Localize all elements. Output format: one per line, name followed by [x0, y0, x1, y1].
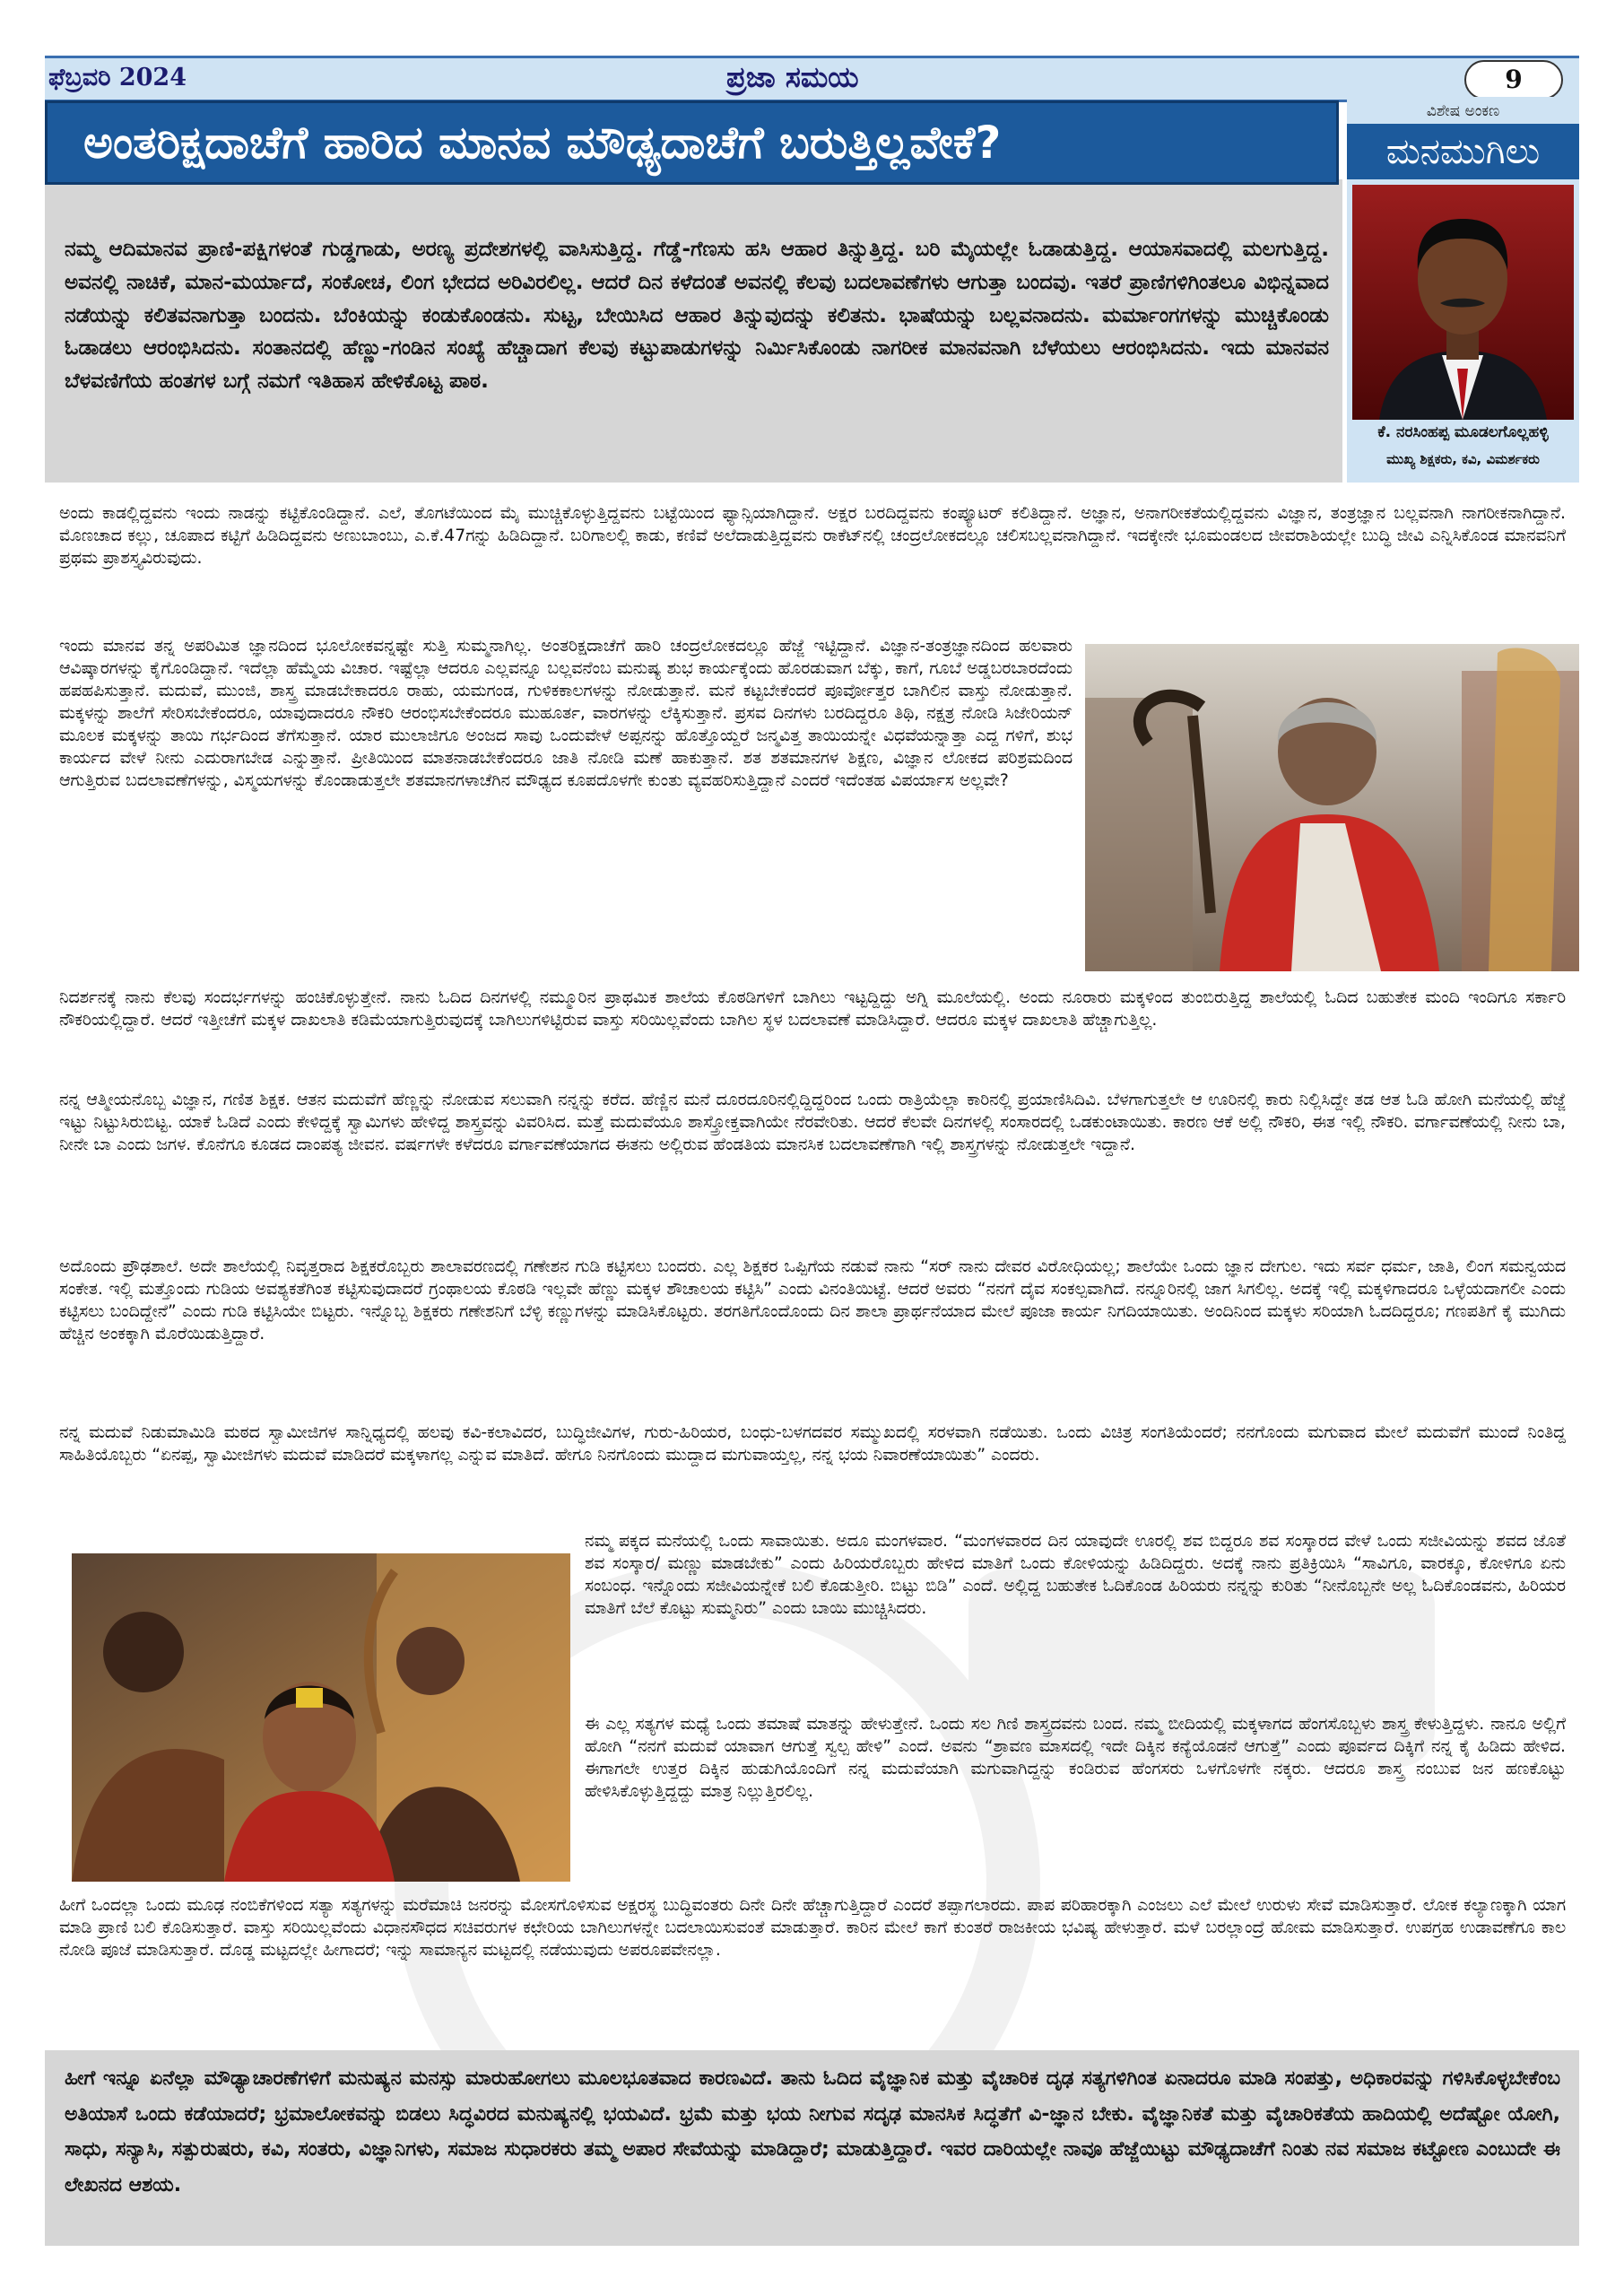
conclusion-box: [45, 2050, 1579, 2246]
column-name: ಮನಮುಗಿಲು: [1347, 124, 1579, 179]
devotee-woman-image: [1085, 644, 1579, 971]
body-paragraph-6: ನನ್ನ ಮದುವೆ ನಿಡುಮಾಮಿಡಿ ಮಠದ ಸ್ವಾಮೀಜಿಗಳ ಸಾನ್ನಿಧ್ಯದಲ್ಲಿ ಹಲವು ಕವಿ-ಕಲಾವಿದರ, ಬುದ್ಧಿಜೀವಿಗಳ, ಗುರು-ಹಿರಿಯರ, ಬಂಧು-ಬಳಗದವರ ಸಮ್ಮುಖದಲ್ಲಿ ಸರಳವಾಗಿ ನಡೆಯಿತು. ಒಂದು ವಿಚಿತ್ರ ಸಂಗತಿಯೆಂದರೆ; ನನಗೊಂದು ಮಗುವಾದ ಮೇಲೆ ಮದುವೆಗೆ ಮುಂದೆ ನಿಂತಿದ್ದ ಸಾಹಿತಿಯೊಬ್ಬರು “ಏನಪ್ಪ, ಸ್ವಾಮೀಜಿಗಳು ಮದುವೆ ಮಾಡಿದರೆ ಮಕ್ಕಳಾಗಲ್ಲ ಎನ್ನುವ ಮಾತಿದೆ. ಹೇಗೂ ನಿನಗೊಂದು ಮುದ್ದಾದ ಮಗುವಾಯ್ತಲ್ಲ, ನನ್ನ ಭಯ ನಿವಾರಣೆಯಾಯಿತು” ಎಂದರು.: [59, 1423, 1566, 1465]
issue-date: ಫೆಬ್ರವರಿ 2024: [48, 64, 187, 91]
conclusion-text: ಹೀಗೆ ಇನ್ನೂ ಏನೆಲ್ಲಾ ಮೌಢ್ಯಾಚಾರಣೆಗಳಿಗೆ ಮನುಷ್ಯನ ಮನಸ್ಸು ಮಾರುಹೋಗಲು ಮೂಲಭೂತವಾದ ಕಾರಣವಿದೆ. ತಾನು ಓದಿದ ವೈಜ್ಞಾನಿಕ ಮತ್ತು ವೈಚಾರಿಕ ದೃಢ ಸತ್ಯಗಳಿಗಿಂತ ಏನಾದರೂ ಮಾಡಿ ಸಂಪತ್ತು, ಅಧಿಕಾರವನ್ನು ಗಳಿಸಿಕೊಳ್ಳಬೇಕೆಂಬ ಅತಿಯಾಸೆ ಒಂದು ಕಡೆಯಾದರೆ; ಭ್ರಮಾಲೋಕವನ್ನು ಬಿಡಲು ಸಿದ್ಧವಿರದ ಮನುಷ್ಯನಲ್ಲಿ ಭಯವಿದೆ. ಭ್ರಮೆ ಮತ್ತು ಭಯ ನೀಗುವ ಸದೃಢ ಮಾನಸಿಕ ಸಿದ್ಧತೆಗೆ ವಿ-ಜ್ಞಾನ ಬೇಕು. ವೈಜ್ಞಾನಿಕತೆ ಮತ್ತು ವೈಚಾರಿಕತೆಯ ಹಾದಿಯಲ್ಲಿ ಅದೆಷ್ಟೋ ಯೋಗಿ, ಸಾಧು, ಸನ್ಯಾಸಿ, ಸತ್ಪುರುಷರು, ಕವಿ, ಸಂತರು, ವಿಜ್ಞಾನಿಗಳು, ಸಮಾಜ ಸುಧಾರಕರು ತಮ್ಮ ಅಪಾರ ಸೇವೆಯನ್ನು ಮಾಡಿದ್ದಾರೆ; ಮಾಡುತ್ತಿದ್ದಾರೆ. ಇವರ ದಾರಿಯಲ್ಲೇ ನಾವೂ ಹೆಜ್ಜೆಯಿಟ್ಟು ಮೌಢ್ಯದಾಚೆಗೆ ನಿಂತು ನವ ಸಮಾಜ ಕಟ್ಟೋಣ ಎಂಬುದೇ ಈ ಲೇಖನದ ಆಶಯ.: [65, 2067, 1560, 2196]
page-number: 9: [1464, 60, 1563, 100]
body-paragraph-5: ಅದೊಂದು ಪ್ರೌಢಶಾಲೆ. ಅದೇ ಶಾಲೆಯಲ್ಲಿ ನಿವೃತ್ತರಾದ ಶಿಕ್ಷಕರೊಬ್ಬರು ಶಾಲಾವರಣದಲ್ಲಿ ಗಣೇಶನ ಗುಡಿ ಕಟ್ಟಿಸಲು ಬಂದರು. ಎಲ್ಲ ಶಿಕ್ಷಕರ ಒಪ್ಪಿಗೆಯ ನಡುವೆ ನಾನು “ಸರ್ ನಾನು ದೇವರ ವಿರೋಧಿಯಲ್ಲ; ಶಾಲೆಯೇ ಒಂದು ಜ್ಞಾನ ದೇಗುಲ. ಇದು ಸರ್ವ ಧರ್ಮ, ಜಾತಿ, ಲಿಂಗ ಸಮನ್ವಯದ ಸಂಕೇತ. ಇಲ್ಲಿ ಮತ್ತೊಂದು ಗುಡಿಯ ಅವಶ್ಯಕತೆಗಿಂತ ಕಟ್ಟಿಸುವುದಾದರೆ ಗ್ರಂಥಾಲಯ ಕೊಠಡಿ ಇಲ್ಲವೇ ಹೆಣ್ಣು ಮಕ್ಕಳ ಶೌಚಾಲಯ ಕಟ್ಟಿಸಿ” ಎಂದು ವಿನಂತಿಯಿಟ್ಟೆ. ಆದರೆ ಅವರು “ನನಗೆ ದೈವ ಸಂಕಲ್ಪವಾಗಿದೆ. ನನ್ನೂರಿನಲ್ಲಿ ಜಾಗ ಸಿಗಲಿಲ್ಲ. ಅದಕ್ಕೆ ಇಲ್ಲಿ ಮಕ್ಕಳಿಗಾದರೂ ಒಳ್ಳೆಯದಾಗಲೀ ಎಂದು ಕಟ್ಟಿಸಲು ಬಂದಿದ್ದೇನೆ” ಎಂದು ಗುಡಿ ಕಟ್ಟಿಸಿಯೇ ಬಿಟ್ಟರು. ಇನ್ನೊಬ್ಬ ಶಿಕ್ಷಕರು ಗಣೇಶನಿಗೆ ಬೆಳ್ಳಿ ಕಣ್ಣುಗಳನ್ನು ಮಾಡಿಸಿಕೊಟ್ಟರು. ತರಗತಿಗೊಂದೊಂದು ದಿನ ಶಾಲಾ ಪ್ರಾರ್ಥನೆಯಾದ ಮೇಲೆ ಪೂಜಾ ಕಾರ್ಯ ನಿಗದಿಯಾಯಿತು. ಅಂದಿನಿಂದ ಮಕ್ಕಳು ಸರಿಯಾಗಿ ಓದದಿದ್ದರೂ; ಗಣಪತಿಗೆ ಕೈ ಮುಗಿದು ಹೆಚ್ಚಿನ ಅಂಕಕ್ಕಾಗಿ ಮೊರೆಯಿಡುತ್ತಿದ್ದಾರೆ.: [59, 1257, 1566, 1344]
intro-text: ನಮ್ಮ ಆದಿಮಾನವ ಪ್ರಾಣಿ-ಪಕ್ಷಿಗಳಂತೆ ಗುಡ್ಡಗಾಡು, ಅರಣ್ಯ ಪ್ರದೇಶಗಳಲ್ಲಿ ವಾಸಿಸುತ್ತಿದ್ದ. ಗೆಡ್ಡೆ-ಗೆಣಸು ಹಸಿ ಆಹಾರ ತಿನ್ನುತ್ತಿದ್ದ. ಬರಿ ಮೈಯಲ್ಲೇ ಓಡಾಡುತ್ತಿದ್ದ. ಆಯಾಸವಾದಲ್ಲಿ ಮಲಗುತ್ತಿದ್ದ. ಅವನಲ್ಲಿ ನಾಚಿಕೆ, ಮಾನ-ಮರ್ಯಾದೆ, ಸಂಕೋಚ, ಲಿಂಗ ಭೇದದ ಅರಿವಿರಲಿಲ್ಲ. ಆದರೆ ದಿನ ಕಳೆದಂತೆ ಅವನಲ್ಲಿ ಕೆಲವು ಬದಲಾವಣೆಗಳು ಆಗುತ್ತಾ ಬಂದವು. ಇತರೆ ಪ್ರಾಣಿಗಳಿಗಿಂತಲೂ ವಿಭಿನ್ನವಾದ ನಡೆಯನ್ನು ಕಲಿತವನಾಗುತ್ತಾ ಬಂದನು. ಬೆಂಕಿಯನ್ನು ಕಂಡುಕೊಂಡನು. ಸುಟ್ಟ, ಬೇಯಿಸಿದ ಆಹಾರ ತಿನ್ನುವುದನ್ನು ಕಲಿತನು. ಭಾಷೆಯನ್ನು ಬಲ್ಲವನಾದನು. ಮರ್ಮಾಂಗಗಳನ್ನು ಮುಚ್ಚಿಕೊಂಡು ಓಡಾಡಲು ಆರಂಭಿಸಿದನು. ಸಂತಾನದಲ್ಲಿ ಹೆಣ್ಣು-ಗಂಡಿನ ಸಂಖ್ಯೆ ಹೆಚ್ಚಾದಾಗ ಕೆಲವು ಕಟ್ಟುಪಾಡುಗಳನ್ನು ನಿರ್ಮಿಸಿಕೊಂಡು ನಾಗರೀಕ ಮಾನವನಾಗಿ ಬೆಳೆಯಲು ಆರಂಭಿಸಿದನು. ಇದು ಮಾನವನ ಬೆಳವಣಿಗೆಯ ಹಂತಗಳ ಬಗ್ಗೆ ನಮಗೆ ಇತಿಹಾಸ ಹೇಳಿಕೊಟ್ಟ ಪಾಠ.: [65, 238, 1329, 394]
author-name: ಕೆ. ನರಸಿಂಹಪ್ಪ ಮೂಡಲಗೊಲ್ಲಹಳ್ಳಿ: [1377, 423, 1549, 441]
column-box: [1347, 97, 1579, 483]
page-header: [45, 56, 1579, 102]
column-label: ವಿಶೇಷ ಅಂಕಣ: [1426, 102, 1500, 120]
ritual-photo-2: [72, 1553, 570, 1882]
body-paragraph-3: ನಿದರ್ಶನಕ್ಕೆ ನಾನು ಕೆಲವು ಸಂದರ್ಭಗಳನ್ನು ಹಂಚಿಕೊಳ್ಳುತ್ತೇನೆ. ನಾನು ಓದಿದ ದಿನಗಳಲ್ಲಿ ನಮ್ಮೂರಿನ ಪ್ರಾಥಮಿಕ ಶಾಲೆಯ ಕೊಠಡಿಗಳಿಗೆ ಬಾಗಿಲು ಇಟ್ಟದ್ದಿದ್ದು ಅಗ್ನಿ ಮೂಲೆಯಲ್ಲಿ. ಅಂದು ನೂರಾರು ಮಕ್ಕಳಿಂದ ತುಂಬಿರುತ್ತಿದ್ದ ಶಾಲೆಯಲ್ಲಿ ಓದಿದ ಬಹುತೇಕ ಮಂದಿ ಇಂದಿಗೂ ಸರ್ಕಾರಿ ನೌಕರಿಯಲ್ಲಿದ್ದಾರೆ. ಆದರೆ ಇತ್ತೀಚೆಗೆ ಮಕ್ಕಳ ದಾಖಲಾತಿ ಕಡಿಮೆಯಾಗುತ್ತಿರುವುದಕ್ಕೆ ಬಾಗಿಲುಗಳಿಟ್ಟಿರುವ ವಾಸ್ತು ಸರಿಯಿಲ್ಲವೆಂದು ಬಾಗಿಲ ಸ್ಥಳ ಬದಲಾವಣೆ ಮಾಡಿಸಿದ್ದಾರೆ. ಆದರೂ ಮಕ್ಕಳ ದಾಖಲಾತಿ ಹೆಚ್ಚಾಗುತ್ತಿಲ್ಲ.: [59, 988, 1566, 1030]
body-paragraph-1: ಅಂದು ಕಾಡಲ್ಲಿದ್ದವನು ಇಂದು ನಾಡನ್ನು ಕಟ್ಟಿಕೊಂಡಿದ್ದಾನೆ. ಎಲೆ, ತೊಗಟೆಯಿಂದ ಮೈ ಮುಚ್ಚಿಕೊಳ್ಳುತ್ತಿದ್ದವನು ಬಟ್ಟೆಯಿಂದ ಫ್ಯಾನ್ಸಿಯಾಗಿದ್ದಾನೆ. ಅಕ್ಷರ ಬರದಿದ್ದವನು ಕಂಪ್ಯೂಟರ್ ಕಲಿತಿದ್ದಾನೆ. ಅಜ್ಞಾನ, ಅನಾಗರೀಕತೆಯಲ್ಲಿದ್ದವನು ವಿಜ್ಞಾನ, ತಂತ್ರಜ್ಞಾನ ಬಲ್ಲವನಾಗಿ ನಾಗರೀಕನಾಗಿದ್ದಾನೆ. ಮೊಣಚಾದ ಕಲ್ಲು, ಚೂಪಾದ ಕಟ್ಟಿಗೆ ಹಿಡಿದಿದ್ದವನು ಅಣುಬಾಂಬು, ಎ.ಕೆ.47ಗನ್ನು ಹಿಡಿದಿದ್ದಾನೆ. ಬರಿಗಾಲಲ್ಲಿ ಕಾಡು, ಕಣಿವೆ ಅಲೆದಾಡುತ್ತಿದ್ದವನು ರಾಕೆಟ್‌ನಲ್ಲಿ ಚಂದ್ರಲೋಕದಲ್ಲೂ ಚಲಿಸಬಲ್ಲವನಾಗಿದ್ದಾನೆ. ಇದಕ್ಕೇನೇ ಭೂಮಂಡಲದ ಜೀವರಾಶಿಯಲ್ಲೇ ಬುದ್ಧಿ ಜೀವಿ ಎನ್ನಿಸಿಕೊಂಡ ಮಾನವನಿಗೆ ಪ್ರಥಮ ಪ್ರಾಶಸ್ತ್ಯವಿರುವುದು.: [59, 504, 1566, 568]
ritual-photo-1: [1085, 644, 1579, 971]
author-designation: ಮುಖ್ಯ ಶಿಕ್ಷಕರು, ಕವಿ, ವಿಮರ್ಶಕರು: [1386, 451, 1540, 467]
author-photo: [1352, 185, 1574, 420]
body-paragraph-8: ಈ ಎಲ್ಲ ಸತ್ಯಗಳ ಮಧ್ಯೆ ಒಂದು ತಮಾಷೆ ಮಾತನ್ನು ಹೇಳುತ್ತೇನೆ. ಒಂದು ಸಲ ಗಿಣಿ ಶಾಸ್ತ್ರದವನು ಬಂದ. ನಮ್ಮ ಬೀದಿಯಲ್ಲಿ ಮಕ್ಕಳಾಗದ ಹೆಂಗಸೊಬ್ಬಳು ಶಾಸ್ತ್ರ ಕೇಳುತ್ತಿದ್ದಳು. ನಾನೂ ಅಲ್ಲಿಗೆ ಹೋಗಿ “ನನಗೆ ಮದುವೆ ಯಾವಾಗ ಆಗುತ್ತೆ ಸ್ವಲ್ಪ ಹೇಳಿ” ಎಂದೆ. ಅವನು “ಶ್ರಾವಣ ಮಾಸದಲ್ಲಿ ಇದೇ ದಿಕ್ಕಿನ ಕನ್ಯೆಯೊಡನೆ ಆಗುತ್ತೆ” ಎಂದು ಪೂರ್ವದ ದಿಕ್ಕಿಗೆ ನನ್ನ ಕೈ ಹಿಡಿದು ಹೇಳಿದ. ಈಗಾಗಲೇ ಉತ್ತರ ದಿಕ್ಕಿನ ಹುಡುಗಿಯೊಂದಿಗೆ ನನ್ನ ಮದುವೆಯಾಗಿ ಮಗುವಾಗಿದ್ದನ್ನು ಕಂಡಿರುವ ಹೆಂಗಸರು ಒಳಗೊಳಗೇ ನಕ್ಕರು. ಆದರೂ ಶಾಸ್ತ್ರ ನಂಬುವ ಜನ ಹಣಕೊಟ್ಟು ಹೇಳಿಸಿಕೊಳ್ಳುತ್ತಿದ್ದದ್ದು ಮಾತ್ರ ನಿಲ್ಲುತ್ತಿರಲಿಲ್ಲ.: [585, 1715, 1566, 1801]
body-paragraph-7: ನಮ್ಮ ಪಕ್ಕದ ಮನೆಯಲ್ಲಿ ಒಂದು ಸಾವಾಯಿತು. ಅದೂ ಮಂಗಳವಾರ. “ಮಂಗಳವಾರದ ದಿನ ಯಾವುದೇ ಊರಲ್ಲಿ ಶವ ಬಿದ್ದರೂ ಶವ ಸಂಸ್ಕಾರದ ವೇಳೆ ಒಂದು ಸಜೀವಿಯನ್ನು ಶವದ ಜೊತೆ ಶವ ಸಂಸ್ಕಾರ/ ಮಣ್ಣು ಮಾಡಬೇಕು” ಎಂದು ಹಿರಿಯರೊಬ್ಬರು ಹೇಳಿದ ಮಾತಿಗೆ ಒಂದು ಕೋಳಿಯನ್ನು ಹಿಡಿದಿದ್ದರು. ಅದಕ್ಕೆ ನಾನು ಪ್ರತಿಕ್ರಿಯಿಸಿ “ಸಾವಿಗೂ, ವಾರಕ್ಕೂ, ಕೋಳಿಗೂ ಏನು ಸಂಬಂಧ. ಇನ್ನೊಂದು ಸಜೀವಿಯನ್ನೇಕೆ ಬಲಿ ಕೊಡುತ್ತೀರಿ. ಬಿಟ್ಟು ಬಿಡಿ” ಎಂದೆ. ಅಲ್ಲಿದ್ದ ಬಹುತೇಕ ಓದಿಕೊಂಡ ಹಿರಿಯರು ನನ್ನನ್ನು ಕುರಿತು “ನೀನೊಬ್ಬನೇ ಅಲ್ಲ ಓದಿಕೊಂಡವನು, ಹಿರಿಯರ ಮಾತಿಗೆ ಬೆಲೆ ಕೊಟ್ಟು ಸುಮ್ಮನಿರು” ಎಂದು ಬಾಯಿ ಮುಚ್ಚಿಸಿದರು.: [585, 1532, 1566, 1618]
body-paragraph-9: ಹೀಗೆ ಒಂದಲ್ಲಾ ಒಂದು ಮೂಢ ನಂಬಿಕೆಗಳಿಂದ ಸತ್ಯಾ ಸತ್ಯಗಳನ್ನು ಮರೆಮಾಚಿ ಜನರನ್ನು ಮೋಸಗೊಳಿಸುವ ಅಕ್ಷರಸ್ಥ ಬುದ್ಧಿವಂತರು ದಿನೇ ದಿನೇ ಹೆಚ್ಚಾಗುತ್ತಿದ್ದಾರೆ ಎಂದರೆ ತಪ್ಪಾಗಲಾರದು. ಪಾಪ ಪರಿಹಾರಕ್ಕಾಗಿ ಎಂಜಲು ಎಲೆ ಮೇಲೆ ಉರುಳು ಸೇವೆ ಮಾಡಿಸುತ್ತಾರೆ. ಲೋಕ ಕಲ್ಯಾಣಕ್ಕಾಗಿ ಯಾಗ ಮಾಡಿ ಪ್ರಾಣಿ ಬಲಿ ಕೊಡಿಸುತ್ತಾರೆ. ವಾಸ್ತು ಸರಿಯಿಲ್ಲವೆಂದು ವಿಧಾನಸೌಧದ ಸಚಿವರುಗಳ ಕಛೇರಿಯ ಬಾಗಿಲುಗಳನ್ನೇ ಬದಲಾಯಿಸುವಂತೆ ಮಾಡುತ್ತಾರೆ. ಕಾರಿನ ಮೇಲೆ ಕಾಗೆ ಕುಂತರೆ ರಾಜಕೀಯ ಭವಿಷ್ಯ ಹೇಳುತ್ತಾರೆ. ಮಳೆ ಬರಲ್ಲಾಂದ್ರೆ ಹೋಮ ಮಾಡಿಸುತ್ತಾರೆ. ಉಪಗ್ರಹ ಉಡಾವಣೆಗೂ ಕಾಲ ನೋಡಿ ಪೂಜೆ ಮಾಡಿಸುತ್ತಾರೆ. ದೊಡ್ಡ ಮಟ್ಟದಲ್ಲೇ ಹೀಗಾದರೆ; ಇನ್ನು ಸಾಮಾನ್ಯನ ಮಟ್ಟದಲ್ಲಿ ನಡೆಯುವುದು ಅಪರೂಪವೇನಲ್ಲಾ.: [59, 1896, 1566, 1960]
body-paragraph-2: ಇಂದು ಮಾನವ ತನ್ನ ಅಪರಿಮಿತ ಜ್ಞಾನದಿಂದ ಭೂಲೋಕವನ್ನಷ್ಟೇ ಸುತ್ತಿ ಸುಮ್ಮನಾಗಿಲ್ಲ. ಅಂತರಿಕ್ಷದಾಚೆಗೆ ಹಾರಿ ಚಂದ್ರಲೋಕದಲ್ಲೂ ಹೆಜ್ಜೆ ಇಟ್ಟಿದ್ದಾನೆ. ವಿಜ್ಞಾನ-ತಂತ್ರಜ್ಞಾನದಿಂದ ಹಲವಾರು ಆವಿಷ್ಕಾರಗಳನ್ನು ಕೈಗೊಂಡಿದ್ದಾನೆ. ಇದೆಲ್ಲಾ ಹೆಮ್ಮೆಯ ವಿಚಾರ. ಇಷ್ಟೆಲ್ಲಾ ಆದರೂ ಎಲ್ಲವನ್ನೂ ಬಲ್ಲವನೆಂಬ ಮನುಷ್ಯ ಶುಭ ಕಾರ್ಯಕ್ಕೆಂದು ಹೊರಡುವಾಗ ಬೆಕ್ಕು, ಕಾಗೆ, ಗೂಬೆ ಅಡ್ಡಬರಬಾರದೆಂದು ಹಪಹಪಿಸುತ್ತಾನೆ. ಮದುವೆ, ಮುಂಜಿ, ಶಾಸ್ತ್ರ ಮಾಡಬೇಕಾದರೂ ರಾಹು, ಯಮಗಂಡ, ಗುಳಿಕಕಾಲಗಳನ್ನು ನೋಡುತ್ತಾನೆ. ಮನೆ ಕಟ್ಟಬೇಕೆಂದರೆ ಪೂರ್ವೋತ್ತರ ಬಾಗಿಲಿನ ವಾಸ್ತು ನೋಡುತ್ತಾನೆ. ಮಕ್ಕಳನ್ನು ಶಾಲೆಗೆ ಸೇರಿಸಬೇಕೆಂದರೂ, ಯಾವುದಾದರೂ ನೌಕರಿ ಆರಂಭಿಸಬೇಕೆಂದರೂ ಮುಹೂರ್ತ, ವಾರಗಳನ್ನು ಲೆಕ್ಕಿಸುತ್ತಾನೆ. ಪ್ರಸವ ದಿನಗಳು ಬರದಿದ್ದರೂ ತಿಥಿ, ನಕ್ಷತ್ರ ನೋಡಿ ಸಿಜೇರಿಯನ್ ಮೂಲಕ ಮಕ್ಕಳನ್ನು ತಾಯಿ ಗರ್ಭದಿಂದ ತೆಗೆಸುತ್ತಾನೆ. ಯಾರ ಮುಲಾಜಿಗೂ ಅಂಜದ ಸಾವು ಒಂದುವೇಳೆ ಅಪ್ಪನನ್ನು ಹೊತ್ತೊಯ್ದರೆ ಜನ್ಮವಿತ್ತ ತಾಯಿಯನ್ನೇ ವಿಧವೆಯನ್ನಾತ್ತಾ ಎದ್ದ ಗಳಿಗೆ, ಶುಭ ಕಾರ್ಯದ ವೇಳೆ ನೀನು ಎದುರಾಗಬೇಡ ಎನ್ನುತ್ತಾನೆ. ಪ್ರೀತಿಯಿಂದ ಮಾತನಾಡಬೇಕೆಂದರೂ ಜಾತಿ ನೋಡಿ ಮಣೆ ಹಾಕುತ್ತಾನೆ. ಶತ ಶತಮಾನಗಳ ಶಿಕ್ಷಣ, ವಿಜ್ಞಾನ ಲೋಕದ ಪರಿಶ್ರಮದಿಂದ ಆಗುತ್ತಿರುವ ಬದಲಾವಣೆಗಳನ್ನು, ವಿಸ್ಮಯಗಳನ್ನು ಕೊಂಡಾಡುತ್ತಲೇ ಶತಮಾನಗಳಾಚೆಗಿನ ಮೌಢ್ಯದ ಕೂಪದೊಳಗೇ ಕುಂತು ವ್ಯವಹರಿಸುತ್ತಿದ್ದಾನೆ ಎಂದರೆ ಇದೆಂತಹ ವಿಪರ್ಯಾಸ ಅಲ್ಲವೇ?: [59, 637, 1073, 790]
body-paragraph-4: ನನ್ನ ಆತ್ಮೀಯನೊಬ್ಬ ವಿಜ್ಞಾನ, ಗಣಿತ ಶಿಕ್ಷಕ. ಆತನ ಮದುವೆಗೆ ಹೆಣ್ಣನ್ನು ನೋಡುವ ಸಲುವಾಗಿ ನನ್ನನ್ನು ಕರೆದ. ಹೆಣ್ಣಿನ ಮನೆ ದೂರದೂರಿನಲ್ಲಿದ್ದಿದ್ದರಿಂದ ಒಂದು ರಾತ್ರಿಯೆಲ್ಲಾ ಕಾರಿನಲ್ಲಿ ಪ್ರಯಾಣಿಸಿದಿವಿ. ಬೆಳಗಾಗುತ್ತಲೇ ಆ ಊರಿನಲ್ಲಿ ಕಾರು ನಿಲ್ಲಿಸಿದ್ದೇ ತಡ ಆತ ಓಡಿ ಹೋಗಿ ಮನೆಯಲ್ಲಿ ಹೆಜ್ಜೆ ಇಟ್ಟು ನಿಟ್ಟುಸಿರುಬಿಟ್ಟ. ಯಾಕೆ ಓಡಿದೆ ಎಂದು ಕೇಳಿದ್ದಕ್ಕೆ ಸ್ವಾಮಿಗಳು ಹೇಳಿದ್ದ ಶಾಸ್ತ್ರವನ್ನು ವಿವರಿಸಿದ. ಮತ್ತೆ ಮದುವೆಯೂ ಶಾಸ್ತ್ರೋಕ್ತವಾಗಿಯೇ ನೆರವೇರಿತು. ಆದರೆ ಕೆಲವೇ ದಿನಗಳಲ್ಲಿ ಸಂಸಾರದಲ್ಲಿ ಒಡಕುಂಟಾಯಿತು. ಕಾರಣ ಆಕೆ ಅಲ್ಲಿ ನೌಕರಿ, ಈತ ಇಲ್ಲಿ ನೌಕರಿ. ವರ್ಗಾವಣೆಯಲ್ಲಿ ನೀನು ಬಾ, ನೀನೇ ಬಾ ಎಂದು ಜಗಳ. ಕೊನೆಗೂ ಕೂಡದ ದಾಂಪತ್ಯ ಜೀವನ. ವರ್ಷಗಳೇ ಕಳೆದರೂ ವರ್ಗಾವಣೆಯಾಗದ ಈತನು ಅಲ್ಲಿರುವ ಹೆಂಡತಿಯ ಮಾನಸಿಕ ಬದಲಾವಣೆಗಾಗಿ ಇಲ್ಲಿ ಶಾಸ್ತ್ರಗಳನ್ನು ನೋಡುತ್ತಲೇ ಇದ್ದಾನೆ.: [59, 1091, 1566, 1154]
paper-name: ಪ್ರಜಾ ಸಮಯ: [726, 60, 859, 94]
intro-box: [45, 179, 1342, 483]
article-title: ಅಂತರಿಕ್ಷದಾಚೆಗೆ ಹಾರಿದ ಮಾನವ ಮೌಢ್ಯದಾಚೆಗೆ ಬರುತ್ತಿಲ್ಲವೇಕೆ?: [45, 100, 1339, 185]
devotee-crowd-image: [72, 1553, 570, 1882]
author-portrait-image: [1352, 185, 1574, 420]
